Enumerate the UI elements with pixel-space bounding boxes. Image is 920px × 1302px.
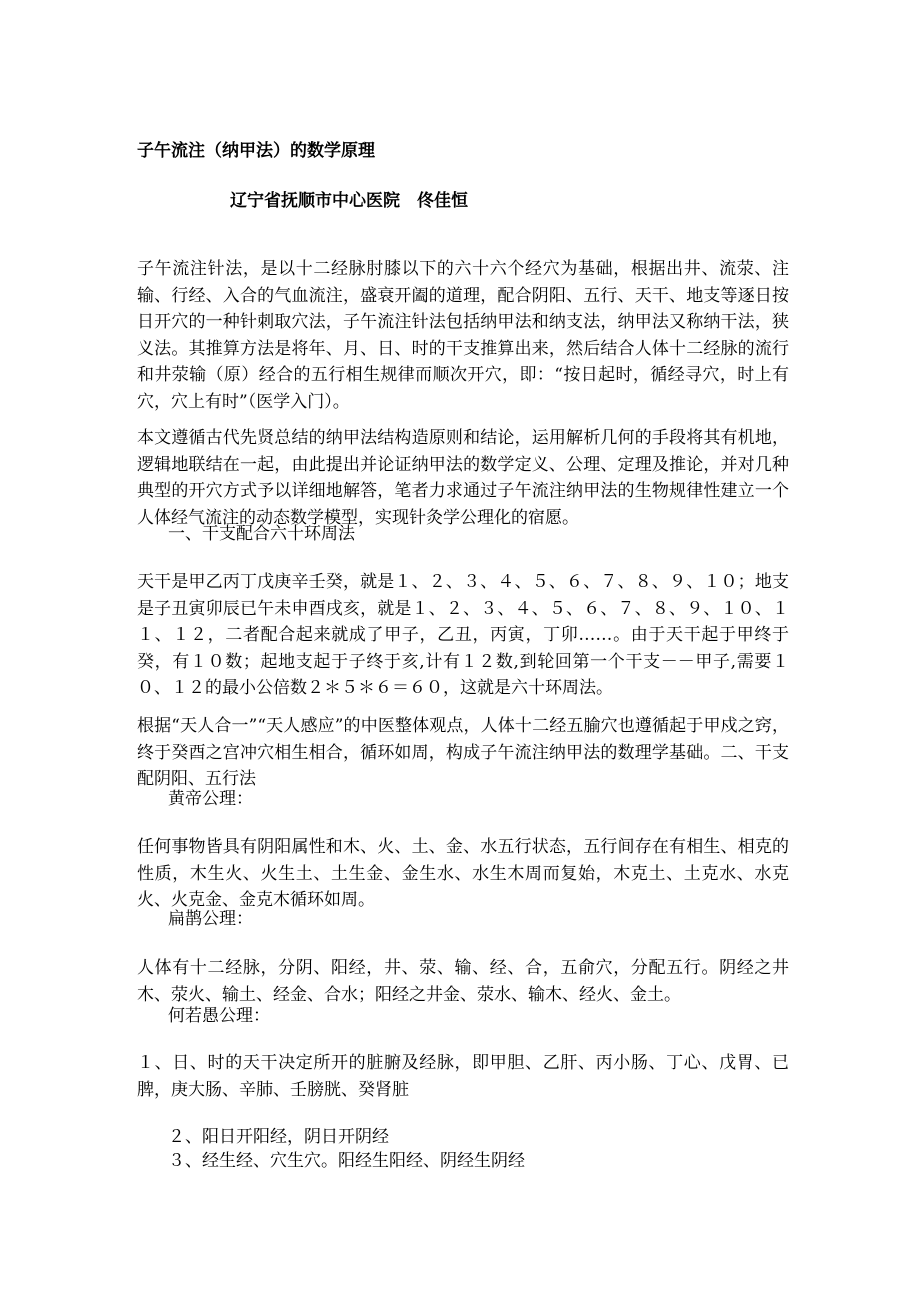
section-heading-1: 一、干支配合六十环周法 [168,524,355,544]
axiom-heading-bianque: 扁鹊公理： [168,909,253,929]
axiom-heading-heruoyu: 何若愚公理： [168,1006,270,1026]
paragraph-purpose: 本文遵循古代先贤总结的纳甲法结构造原则和结论，运用解析几何的手段将其有机地，逻辑地联结在一起，由此提出并论证纳甲法的数学定义、公理、定理及推论，并对几种典型的开穴方式予以详细地解答，笔者力求通过子午流注纳甲法的生物规律性建立一个人体经气流注的动态数学模型，实现针灸学公理化的宿愿。 [137,428,789,528]
list-item-2: ２、阳日开阳经，阴日开阴经 [168,1127,389,1147]
list-item-3: ３、经生经、穴生穴。阳经生阳经、阴经生阴经 [168,1151,525,1171]
document-title: 子午流注（纳甲法）的数学原理 [137,141,375,161]
author-line: 辽宁省抚顺市中心医院 佟佳恒 [230,191,468,211]
axiom-heading-huangdi: 黄帝公理： [168,789,253,809]
paragraph-ganzhi: 天干是甲乙丙丁戊庚辛壬癸，就是１、２、３、４、５、６、７、８、９、１０；地支是子丑寅卯辰已午未申酉戌亥，就是１、２、３、４、５、６、７、８、９、１０、１１、１２，二者配合起来就成了甲子，乙丑，丙寅，丁卯……。由于天干起于甲终于癸，有１０数；起地支起于子终于亥,计有１２数,到轮回第一个干支－－甲子,需要１０、１２的最小公倍数２＊５＊６＝６０，这就是六十环周法。 [137,572,789,698]
paragraph-bianque: 人体有十二经脉，分阴、阳经，井、荥、输、经、合，五俞穴，分配五行。阴经之井木、荥火、输土、经金、合水；阳经之井金、荥水、输木、经火、金土。 [137,958,789,1005]
paragraph-heruoyu-1: １、日、时的天干决定所开的脏腑及经脉，即甲胆、乙肝、丙小肠、丁心、戊胃、已脾，庚大肠、辛肺、壬膀胱、癸肾脏 [137,1053,789,1100]
paragraph-basis: 根据“天人合一”“天人感应”的中医整体观点，人体十二经五腧穴也遵循起于甲戍之窍，终于癸酉之宫冲穴相生相合，循环如周，构成子午流注纳甲法的数理学基础。二、干支配阴阳、五行法 [137,716,789,789]
paragraph-intro: 子午流注针法，是以十二经脉肘膝以下的六十六个经穴为基础，根据出井、流荥、注输、行经、入合的气血流注，盛衰开阖的道理，配合阴阳、五行、天干、地支等逐日按日开穴的一种针刺取穴法，子午流注针法包括纳甲法和纳支法，纳甲法又称纳干法，狭义法。其推算方法是将年、月、日、时的干支推算出来，然后结合人体十二经脉的流行和井荥输（原）经合的五行相生规律而顺次开穴，即：“按日起时，循经寻穴，时上有穴，穴上有时”（医学入门）。 [137,259,789,412]
paragraph-huangdi: 任何事物皆具有阴阳属性和木、火、土、金、水五行状态，五行间存在有相生、相克的性质，木生火、火生土、土生金、金生水、水生木周而复始，木克土、土克水、水克火、火克金、金克木循环如周。 [137,837,789,910]
